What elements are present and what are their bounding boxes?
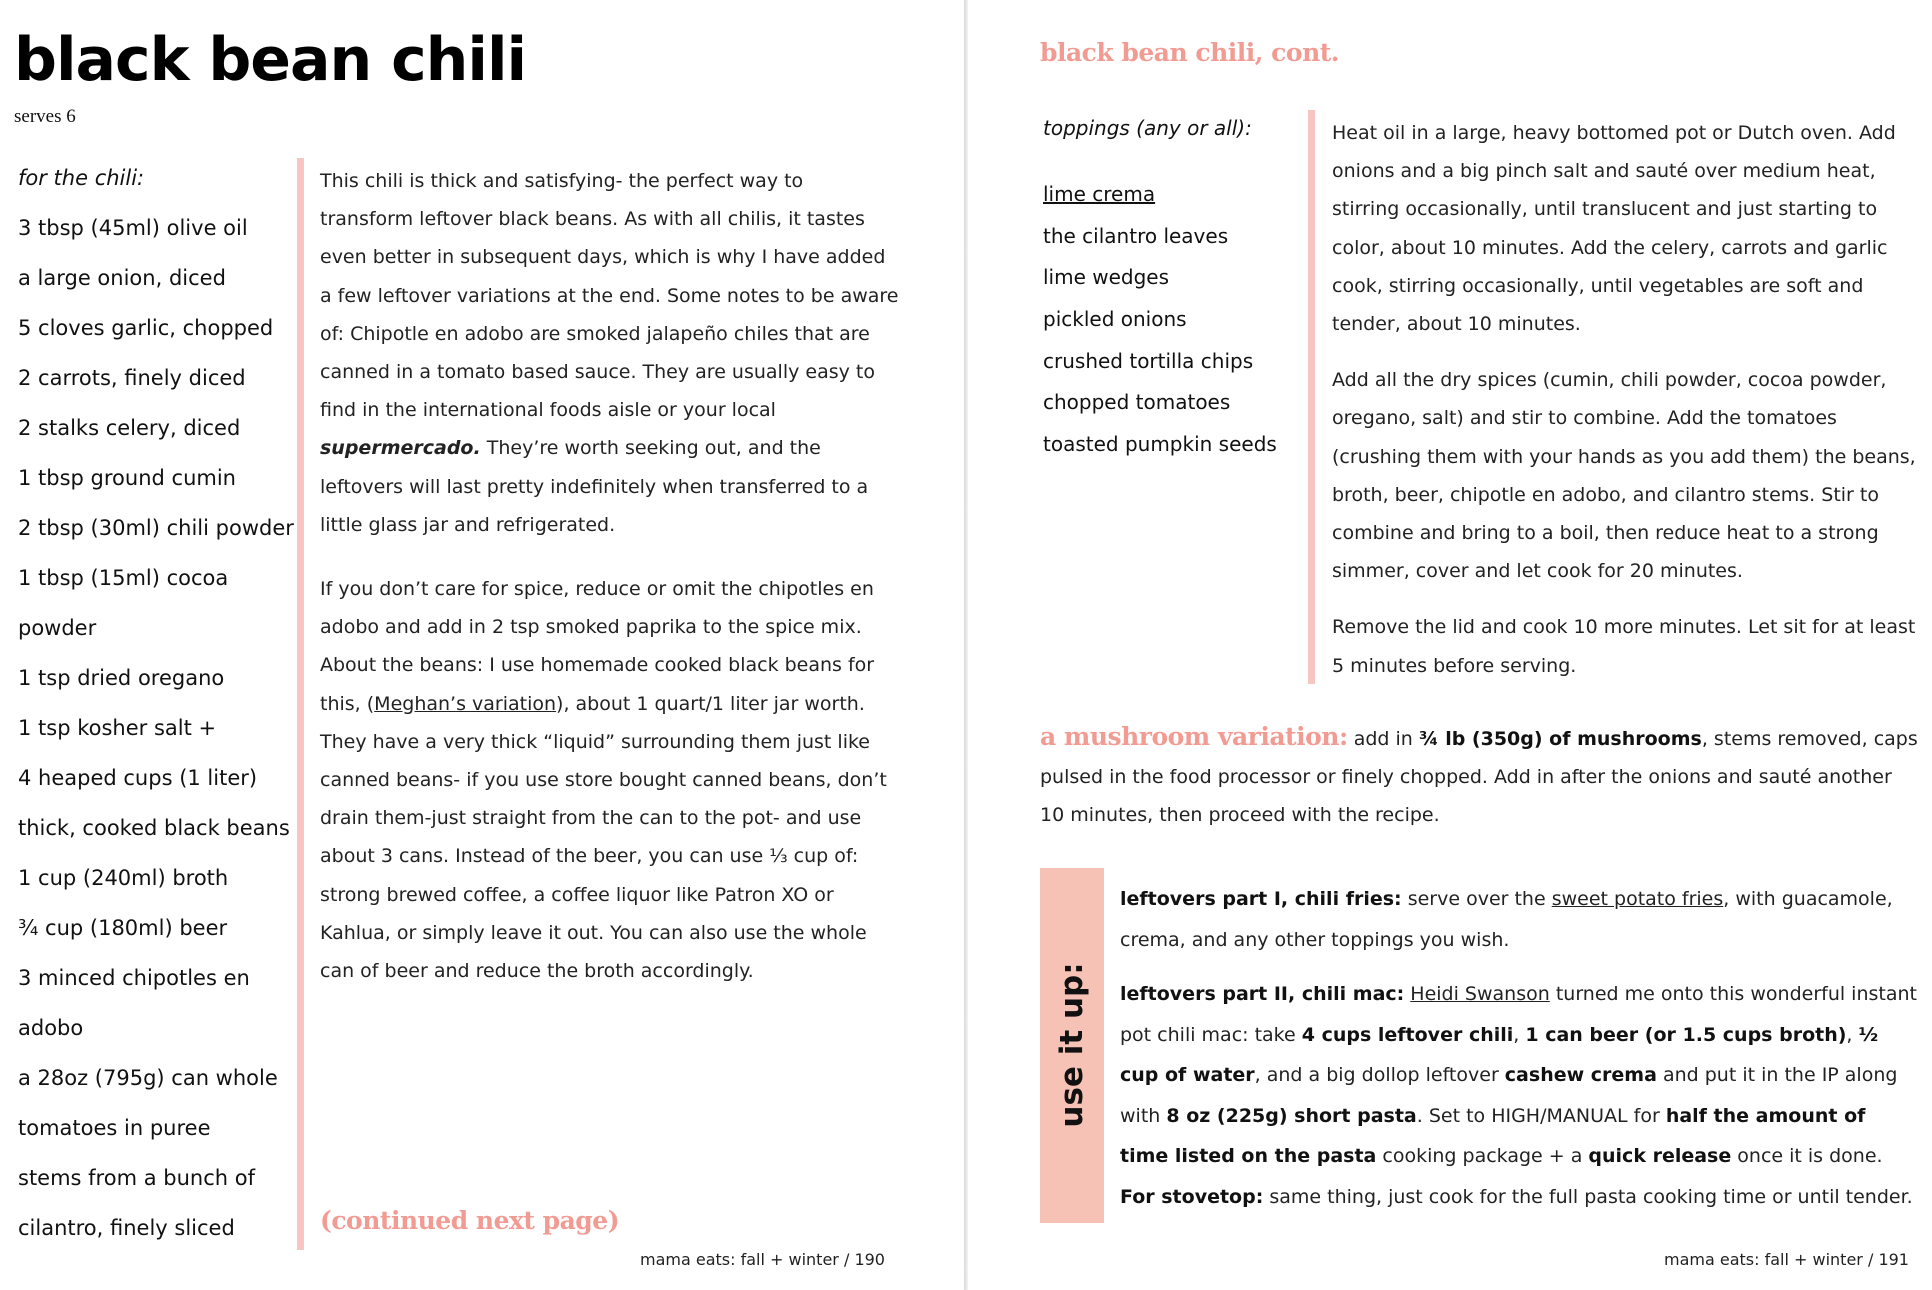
topping-item: pickled onions (1043, 307, 1187, 332)
leftovers-bold: ½ cup of water (1120, 1023, 1879, 1086)
toppings-list (1043, 174, 1277, 466)
divider-bar (1308, 110, 1315, 684)
mushroom-variation (1040, 718, 1920, 835)
continued-title: black bean chili, cont. (1040, 38, 1340, 67)
intro-text: This chili is thick and satisfying- the perfect way to transform leftover black beans. As with all chilis, it tastes even better in subsequent days, which is why I have added a few leftover variations at the end. Some notes to be aware of: Chipotle en adobo are smoked jalapeño chiles that are canned in a tomato based sauce. They are usually easy to find in the international foods aisle or your local (320, 170, 899, 422)
leftovers-text: cooking package + a (1376, 1145, 1589, 1167)
intro-text: They’re worth seeking out, and the leftovers will last pretty indefinitely when transferred to a little glass jar and refrigerated. (320, 437, 869, 536)
ingredients-list (18, 203, 294, 1253)
method-step: Add all the dry spices (cumin, chili powder, cocoa powder, oregano, salt) and stir to combine. Add the tomatoes (crushing them with your hands as you add them) the beans, broth, beer, chipotle en adobo, and cilantro stems. Stir to combine and bring to a boil, then reduce heat to a strong simmer, cover and let cook for 20 minutes. (1332, 369, 1916, 583)
ingredient-line: a large onion, diced (18, 266, 226, 290)
ingredient-line: 3 minced chipotles en (18, 966, 250, 990)
ingredient-line: adobo (18, 1016, 84, 1040)
leftovers-text: and put it in the IP along with (1120, 1064, 1898, 1127)
ingredient-line: stems from a bunch of (18, 1166, 255, 1190)
topping-item: toasted pumpkin seeds (1043, 432, 1277, 457)
ingredient-line: 1 tbsp ground cumin (18, 466, 236, 490)
leftovers-bold: For stovetop: (1120, 1185, 1264, 1208)
toppings-heading: toppings (any or all): (1043, 116, 1252, 140)
intro-text: ), about 1 quart/1 liter jar worth. They have a very thick “liquid” surrounding them just like canned beans- if you use store bought canned beans, don’t drain them-just straight from the can to the pot- and use about 3 cans. Instead of the beer, you can use ⅓ cup of: strong brewed coffee, a coffee liquor like Patron XO or Kahlua, or simply leave it out. You can also use the whole can of beer and reduce the broth accordingly. (320, 692, 887, 983)
ingredient-line: 2 stalks celery, diced (18, 416, 241, 440)
mushroom-amount: ¾ lb (350g) of mushrooms (1418, 728, 1702, 750)
meghans-variation-link[interactable]: Meghan’s variation (374, 692, 557, 715)
use-it-up-label: use it up: (1054, 962, 1090, 1128)
ingredient-line: 1 tsp kosher salt + (18, 716, 217, 740)
method-steps (1332, 114, 1920, 703)
leftovers-text: same thing, just cook for the full pasta cooking time or until tender. (1263, 1185, 1913, 1208)
leftovers-bold: 8 oz (225g) short pasta (1166, 1104, 1417, 1127)
ingredients-heading: for the chili: (18, 166, 145, 190)
topping-item: chopped tomatoes (1043, 390, 1231, 415)
leftovers-part-2 (1120, 974, 1920, 1217)
topping-item[interactable]: lime crema (1043, 182, 1156, 206)
leftovers-text: , (1513, 1023, 1526, 1046)
leftovers-text: once it is done. (1731, 1145, 1883, 1167)
ingredient-line: powder (18, 616, 97, 640)
ingredient-line: 2 carrots, finely diced (18, 366, 246, 390)
page-footer: mama eats: fall + winter / 190 (640, 1250, 885, 1269)
ingredient-line: 4 heaped cups (1 liter) (18, 766, 258, 790)
ingredient-line: cilantro, finely sliced (18, 1216, 235, 1240)
leftovers-bold: cashew crema (1504, 1064, 1657, 1086)
mushroom-variation-label: a mushroom variation: (1040, 722, 1348, 751)
leftovers-text: turned me onto this wonderful instant pot chili mac: take (1120, 983, 1917, 1046)
ingredient-line: thick, cooked black beans (18, 816, 290, 840)
ingredient-line: tomatoes in puree (18, 1116, 211, 1140)
ingredient-line: 1 tsp dried oregano (18, 666, 225, 690)
ingredient-line: a 28oz (795g) can whole (18, 1066, 278, 1090)
intro-notes (320, 162, 900, 1016)
continued-note: (continued next page) (320, 1206, 620, 1235)
leftovers-bold: 1 can beer (or 1.5 cups broth) (1525, 1023, 1847, 1046)
leftovers-part-1 (1120, 879, 1920, 960)
serves-label: serves 6 (14, 106, 76, 127)
page-footer: mama eats: fall + winter / 191 (1664, 1250, 1909, 1269)
leftovers-text: . Set to HIGH/MANUAL for (1416, 1104, 1666, 1127)
ingredient-line: ¾ cup (180ml) beer (18, 916, 228, 940)
ingredient-line: 5 cloves garlic, chopped (18, 316, 274, 340)
leftovers-text: , with guacamole, crema, and any other toppings you wish. (1120, 888, 1893, 951)
ingredient-line: 2 tbsp (30ml) chili powder (18, 516, 294, 540)
right-page (968, 0, 1932, 1290)
recipe-title: black bean chili (14, 25, 527, 95)
divider-bar (297, 158, 304, 1250)
topping-item: the cilantro leaves (1043, 223, 1229, 248)
leftovers-2-heading: leftovers part II, chili mac: (1120, 983, 1405, 1005)
mushroom-text: add in (1347, 728, 1419, 750)
leftovers-1-heading: leftovers part I, chili fries: (1120, 888, 1402, 910)
ingredient-line: 1 cup (240ml) broth (18, 866, 229, 890)
leftovers-bold: quick release (1588, 1145, 1732, 1167)
supermercado-emphasis: supermercado. (320, 437, 481, 460)
intro-paragraph-2 (320, 570, 900, 990)
heidi-swanson-link[interactable]: Heidi Swanson (1410, 983, 1550, 1005)
intro-text: If you don’t care for spice, reduce or omit the chipotles en adobo and add in 2 tsp smoked paprika to the spice mix. About the beans: I use homemade cooked black beans for this, ( (320, 578, 875, 715)
leftovers-text: , and a big dollop leftover (1254, 1064, 1505, 1086)
leftovers-text: serve over the (1401, 888, 1552, 910)
ingredient-line: 1 tbsp (15ml) cocoa (18, 566, 229, 590)
topping-item: crushed tortilla chips (1043, 348, 1254, 373)
left-page (0, 0, 964, 1290)
method-step: Heat oil in a large, heavy bottomed pot or Dutch oven. Add onions and a big pinch salt and sauté over medium heat, stirring occasionally, until translucent and just starting to color, about 10 minutes. Add the celery, carrots and garlic cook, stirring occasionally, until vegetables are soft and tender, about 10 minutes. (1332, 122, 1896, 336)
sweet-potato-fries-link[interactable]: sweet potato fries (1551, 888, 1724, 910)
leftovers-bold: half the amount of time listed on the pasta (1120, 1104, 1866, 1167)
leftovers-section (1120, 879, 1920, 1231)
ingredient-line: 3 tbsp (45ml) olive oil (18, 216, 248, 240)
intro-paragraph-1 (320, 162, 900, 544)
leftovers-text: , (1846, 1023, 1859, 1046)
method-step: Remove the lid and cook 10 more minutes. Let sit for at least 5 minutes before serving. (1332, 616, 1916, 677)
leftovers-bold: 4 cups leftover chili (1301, 1023, 1514, 1046)
topping-item: lime wedges (1043, 265, 1170, 290)
mushroom-text: , stems removed, caps pulsed in the food processor or finely chopped. Add in after the onions and sauté another 10 minutes, then proceed with the recipe. (1040, 728, 1918, 827)
